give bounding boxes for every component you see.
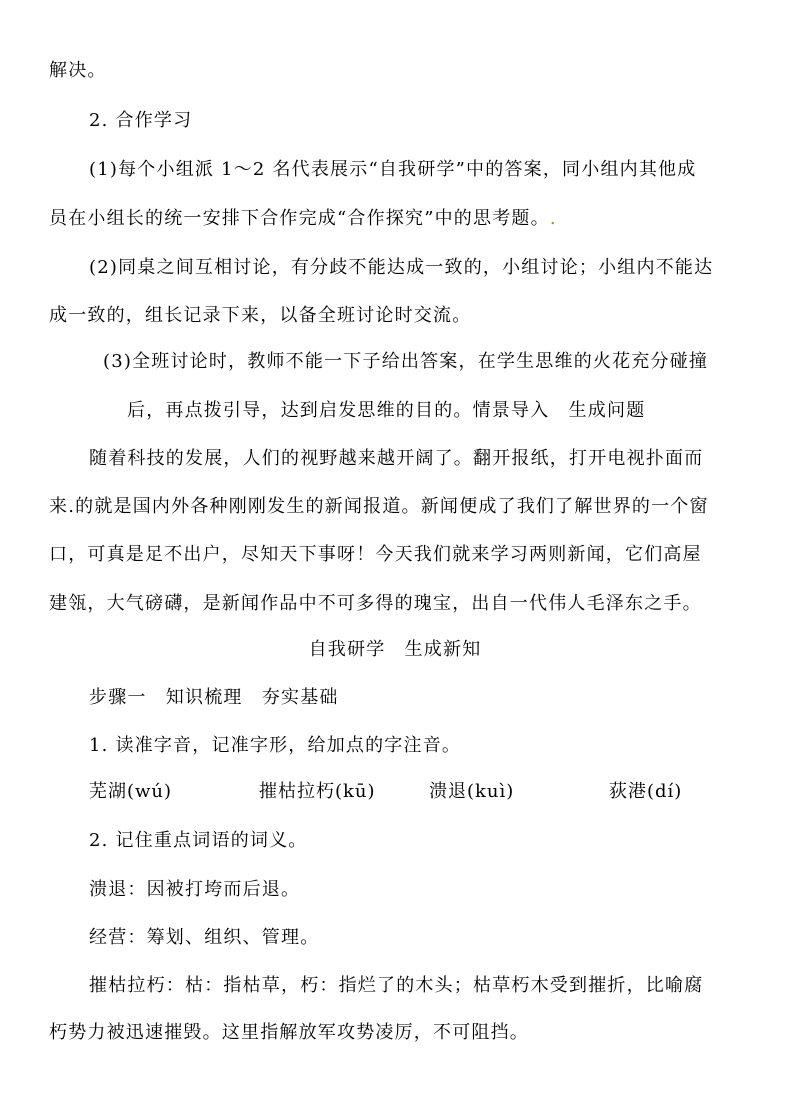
paragraph-line: (2)同桌之间互相讨论，有分歧不能达成一致的，小组讨论；小组内不能达 bbox=[89, 257, 714, 278]
definition-line: 朽势力被迅速摧毁。这里指解放军攻势凌厉，不可阻挡。 bbox=[49, 1022, 529, 1043]
pinyin-item: 溃退(kuì) bbox=[429, 781, 515, 802]
paragraph-line: 随着科技的发展，人们的视野越来越开阔了。翻开报纸，打开电视扑面而 bbox=[89, 448, 704, 469]
pinyin-item: 荻港(dí) bbox=[609, 781, 683, 802]
paragraph-line: 口，可真是足不出户，尽知天下事呀！今天我们就来学习两则新闻，它们高屋 bbox=[49, 544, 702, 565]
definition-line: 溃退：因被打垮而后退。 bbox=[89, 879, 301, 900]
paragraph-line bbox=[49, 207, 749, 231]
paragraph-line: (3)全班讨论时，教师不能一下子给出答案，在学生思维的火花充分碰撞 bbox=[103, 351, 709, 372]
section-heading: 2. 合作学习 bbox=[89, 110, 193, 131]
paragraph-line: 成一致的，组长记录下来，以备全班讨论时交流。 bbox=[49, 305, 472, 326]
stray-dot: . bbox=[549, 208, 557, 229]
paragraph-line: 2. 记住重点词语的词义。 bbox=[89, 830, 308, 851]
paragraph-line: 解决。 bbox=[49, 60, 107, 81]
paragraph-line: 来.的就是国内外各种刚刚发生的新闻报道。新闻便成了我们了解世界的一个窗 bbox=[49, 496, 709, 517]
paragraph-line: 后，再点拨引导，达到启发思维的目的。情景导入 生成问题 bbox=[127, 400, 646, 421]
paragraph-line: (1)每个小组派 1～2 名代表展示“自我研学”中的答案，同小组内其他成 bbox=[89, 159, 697, 180]
definition-line: 摧枯拉朽：枯：指枯草，朽：指烂了的木头；枯草朽木受到摧折，比喻腐 bbox=[89, 975, 704, 996]
step-heading: 步骤一 知识梳理 夯实基础 bbox=[89, 687, 339, 708]
paragraph-text: 员在小组长的统一安排下合作完成“合作探究”中的思考题。 bbox=[49, 208, 550, 229]
definition-line: 经营：筹划、组织、管理。 bbox=[89, 927, 320, 948]
section-title: 自我研学 生成新知 bbox=[308, 639, 482, 660]
pinyin-row bbox=[89, 780, 749, 804]
paragraph-line: 建瓴，大气磅礴，是新闻作品中不可多得的瑰宝，出自一代伟人毛泽东之手。 bbox=[49, 593, 702, 614]
pinyin-item: 摧枯拉朽(kū) bbox=[259, 781, 376, 802]
paragraph-line: 1. 读准字音，记准字形，给加点的字注音。 bbox=[89, 735, 462, 756]
pinyin-item: 芜湖(wú) bbox=[89, 781, 173, 802]
